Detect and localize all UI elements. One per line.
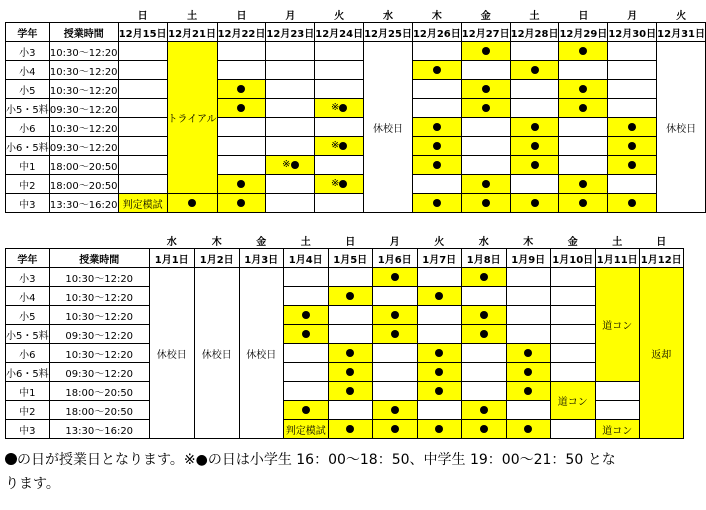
weekday-label: 土 xyxy=(612,236,623,248)
class-day-dot xyxy=(391,425,399,433)
class-day-dot xyxy=(480,311,488,319)
weekday-label: 水 xyxy=(478,236,489,248)
class-day-dot xyxy=(579,47,587,55)
class-day-dot xyxy=(524,387,532,395)
class-day-dot xyxy=(435,292,443,300)
class-day-dot xyxy=(237,104,245,112)
class-day-dot xyxy=(628,161,636,169)
time-cell: 10:30～12:20 xyxy=(49,268,149,287)
date-header: 1月6日 xyxy=(372,249,417,268)
class-day-dot xyxy=(531,199,539,207)
weekday-label: 月 xyxy=(389,236,400,248)
date-header: 12月30日 xyxy=(608,23,657,42)
closed-day-cell: 休校日 xyxy=(194,268,239,439)
class-day-dot-legend xyxy=(5,453,17,465)
closed-day-cell: 休校日 xyxy=(364,42,413,213)
class-day-dot xyxy=(524,349,532,357)
class-day-dot xyxy=(435,368,443,376)
time-cell: 09:30～12:20 xyxy=(49,99,118,118)
note-line-1 xyxy=(5,448,689,472)
header-row xyxy=(6,249,684,268)
table-row xyxy=(6,42,706,61)
weekday-label: 金 xyxy=(567,236,578,248)
class-day-dot xyxy=(628,142,636,150)
class-day-dot xyxy=(482,85,490,93)
class-day-dot xyxy=(433,161,441,169)
time-cell: 18:00～20:50 xyxy=(49,382,149,401)
time-cell: 18:00～20:50 xyxy=(49,401,149,420)
class-day-dot xyxy=(346,425,354,433)
grade-cell: 小6 xyxy=(6,118,50,137)
grade-header: 学年 xyxy=(6,23,50,42)
grade-cell: 小6 xyxy=(6,344,50,363)
date-header: 1月1日 xyxy=(149,249,194,268)
class-day-dot xyxy=(237,85,245,93)
date-header: 12月26日 xyxy=(412,23,461,42)
time-cell: 10:30～12:20 xyxy=(49,287,149,306)
date-header: 12月15日 xyxy=(118,23,167,42)
table-row xyxy=(6,382,684,401)
weekday-label: 土 xyxy=(300,236,311,248)
table-row xyxy=(6,306,684,325)
schedule-table-january xyxy=(5,232,684,439)
date-header: 1月7日 xyxy=(417,249,461,268)
grade-cell: 中3 xyxy=(6,420,50,439)
date-header: 1月5日 xyxy=(328,249,372,268)
class-day-dot xyxy=(480,330,488,338)
class-day-dot xyxy=(188,199,196,207)
time-header: 授業時間 xyxy=(49,249,149,268)
class-day-dot xyxy=(579,85,587,93)
weekday-label: 月 xyxy=(285,10,296,22)
weekday-label: 火 xyxy=(334,10,345,22)
table-row xyxy=(6,268,684,287)
grade-cell: 中1 xyxy=(6,382,50,401)
class-day-dot xyxy=(482,104,490,112)
class-day-dot xyxy=(346,292,354,300)
class-day-dot xyxy=(302,311,310,319)
grade-cell: 小6・5料 xyxy=(6,137,50,156)
time-cell: 10:30～12:20 xyxy=(49,80,118,99)
weekday-label: 金 xyxy=(256,236,267,248)
class-day-dot xyxy=(346,368,354,376)
grade-cell: 小5・5料 xyxy=(6,99,50,118)
weekday-label: 日 xyxy=(137,10,148,22)
time-cell: 13:30～16:20 xyxy=(49,194,118,213)
table-row xyxy=(6,156,706,175)
time-cell: 09:30～12:20 xyxy=(49,137,118,156)
class-day-dot xyxy=(482,180,490,188)
note-line-2 xyxy=(5,472,689,496)
class-day-dot xyxy=(524,368,532,376)
class-day-dot xyxy=(480,273,488,281)
class-day-dot xyxy=(628,123,636,131)
table-row xyxy=(6,99,706,118)
time-cell: 13:30～16:20 xyxy=(49,420,149,439)
table-row xyxy=(6,175,706,194)
header-row xyxy=(6,23,706,42)
grade-header: 学年 xyxy=(6,249,50,268)
class-day-dot xyxy=(302,406,310,414)
table-row xyxy=(6,61,706,80)
time-cell: 18:00～20:50 xyxy=(49,156,118,175)
class-day-dot xyxy=(391,311,399,319)
weekday-label: 火 xyxy=(676,10,687,22)
time-cell: 10:30～12:20 xyxy=(49,118,118,137)
weekday-label: 木 xyxy=(431,10,442,22)
class-day-dot xyxy=(435,387,443,395)
date-header: 1月3日 xyxy=(239,249,283,268)
class-day-dot xyxy=(346,387,354,395)
class-day-dot xyxy=(433,66,441,74)
class-day-dot xyxy=(433,142,441,150)
grade-cell: 小6・5料 xyxy=(6,363,50,382)
weekday-label: 日 xyxy=(345,236,356,248)
time-cell: 10:30～12:20 xyxy=(49,306,149,325)
class-day-dot xyxy=(339,142,347,150)
class-day-dot xyxy=(482,199,490,207)
dokon-cell: 道コン xyxy=(595,268,639,382)
weekday-label: 月 xyxy=(627,10,638,22)
grade-cell: 小3 xyxy=(6,268,50,287)
date-header: 12月24日 xyxy=(315,23,364,42)
weekday-label: 日 xyxy=(578,10,589,22)
date-header: 12月27日 xyxy=(461,23,510,42)
grade-cell: 小4 xyxy=(6,287,50,306)
grade-cell: 小3 xyxy=(6,42,50,61)
class-day-dot xyxy=(531,123,539,131)
date-header: 12月28日 xyxy=(510,23,559,42)
grade-cell: 中3 xyxy=(6,194,50,213)
date-header: 12月21日 xyxy=(167,23,217,42)
time-cell: 10:30～12:20 xyxy=(49,344,149,363)
weekday-label: 水 xyxy=(166,236,177,248)
time-cell: 09:30～12:20 xyxy=(49,325,149,344)
table-row xyxy=(6,420,684,439)
class-day-dot xyxy=(579,180,587,188)
weekday-label: 木 xyxy=(523,236,534,248)
time-cell: 09:30～12:20 xyxy=(49,363,149,382)
date-header: 1月11日 xyxy=(595,249,639,268)
class-day-dot xyxy=(480,406,488,414)
note-text: ります。 xyxy=(5,476,60,492)
hantei-cell: 判定模試 xyxy=(118,194,167,213)
weekday-label: 日 xyxy=(236,10,247,22)
weekday-label: 土 xyxy=(187,10,198,22)
weekday-label: 火 xyxy=(434,236,445,248)
class-day-dot xyxy=(579,199,587,207)
date-header: 12月25日 xyxy=(364,23,413,42)
time-cell: 10:30～12:20 xyxy=(49,42,118,61)
grade-cell: 中2 xyxy=(6,175,50,194)
weekday-label: 木 xyxy=(211,236,222,248)
table-row xyxy=(6,325,684,344)
class-day-dot xyxy=(531,66,539,74)
time-header: 授業時間 xyxy=(49,23,118,42)
class-day-dot xyxy=(579,104,587,112)
henkyaku-cell: 返却 xyxy=(639,268,683,439)
class-day-dot xyxy=(531,161,539,169)
kome-mark: ※ xyxy=(282,159,291,171)
date-header: 1月12日 xyxy=(639,249,683,268)
class-day-dot xyxy=(291,161,299,169)
table-row xyxy=(6,287,684,306)
class-day-dot xyxy=(391,406,399,414)
class-day-dot xyxy=(628,199,636,207)
class-day-dot xyxy=(480,425,488,433)
date-header: 1月8日 xyxy=(461,249,506,268)
closed-day-cell: 休校日 xyxy=(149,268,194,439)
hantei-cell: 判定模試 xyxy=(283,420,328,439)
weekday-row xyxy=(6,6,706,23)
time-cell: 10:30～12:20 xyxy=(49,61,118,80)
kome-mark: ※ xyxy=(330,178,340,190)
date-header: 1月4日 xyxy=(283,249,328,268)
table-row xyxy=(6,80,706,99)
date-header: 1月2日 xyxy=(194,249,239,268)
grade-cell: 小5 xyxy=(6,306,50,325)
grade-cell: 中2 xyxy=(6,401,50,420)
note-text: の日が授業日となります。※●の日は小学生 16：00～18：50、中学生 19：00～21：50 とな xyxy=(17,452,616,468)
class-day-dot xyxy=(339,180,347,188)
date-header: 12月29日 xyxy=(559,23,608,42)
class-day-dot xyxy=(435,425,443,433)
class-day-dot xyxy=(482,47,490,55)
date-header: 12月31日 xyxy=(657,23,706,42)
weekday-label: 水 xyxy=(383,10,394,22)
table-row xyxy=(6,118,706,137)
table-row xyxy=(6,344,684,363)
weekday-label: 土 xyxy=(529,10,540,22)
grade-cell: 小5 xyxy=(6,80,50,99)
closed-day-cell: 休校日 xyxy=(239,268,283,439)
class-day-dot xyxy=(237,199,245,207)
date-header: 12月22日 xyxy=(217,23,266,42)
trial-cell: トライアル xyxy=(167,42,217,194)
table-row xyxy=(6,137,706,156)
date-header: 1月10日 xyxy=(550,249,595,268)
class-day-dot xyxy=(237,180,245,188)
class-day-dot xyxy=(524,425,532,433)
class-day-dot xyxy=(391,330,399,338)
kome-mark: ※ xyxy=(330,102,340,114)
class-day-dot xyxy=(302,330,310,338)
dokon-cell: 道コン xyxy=(550,382,595,420)
weekday-label: 日 xyxy=(656,236,667,248)
class-day-dot xyxy=(433,199,441,207)
dokon-cell: 道コン xyxy=(595,420,639,439)
class-day-dot xyxy=(531,142,539,150)
grade-cell: 小5・5料 xyxy=(6,325,50,344)
class-day-dot xyxy=(346,349,354,357)
weekday-label: 金 xyxy=(480,10,491,22)
class-day-dot xyxy=(433,123,441,131)
time-cell: 18:00～20:50 xyxy=(49,175,118,194)
grade-cell: 小4 xyxy=(6,61,50,80)
weekday-row xyxy=(6,232,684,249)
class-day-dot xyxy=(435,349,443,357)
closed-day-cell: 休校日 xyxy=(657,42,706,213)
class-day-dot xyxy=(391,273,399,281)
schedule-table-december xyxy=(5,6,706,213)
class-day-dot xyxy=(339,104,347,112)
grade-cell: 中1 xyxy=(6,156,50,175)
kome-mark: ※ xyxy=(330,140,340,152)
date-header: 12月23日 xyxy=(266,23,315,42)
date-header: 1月9日 xyxy=(506,249,550,268)
table-row xyxy=(6,363,684,382)
table-row xyxy=(6,194,706,213)
